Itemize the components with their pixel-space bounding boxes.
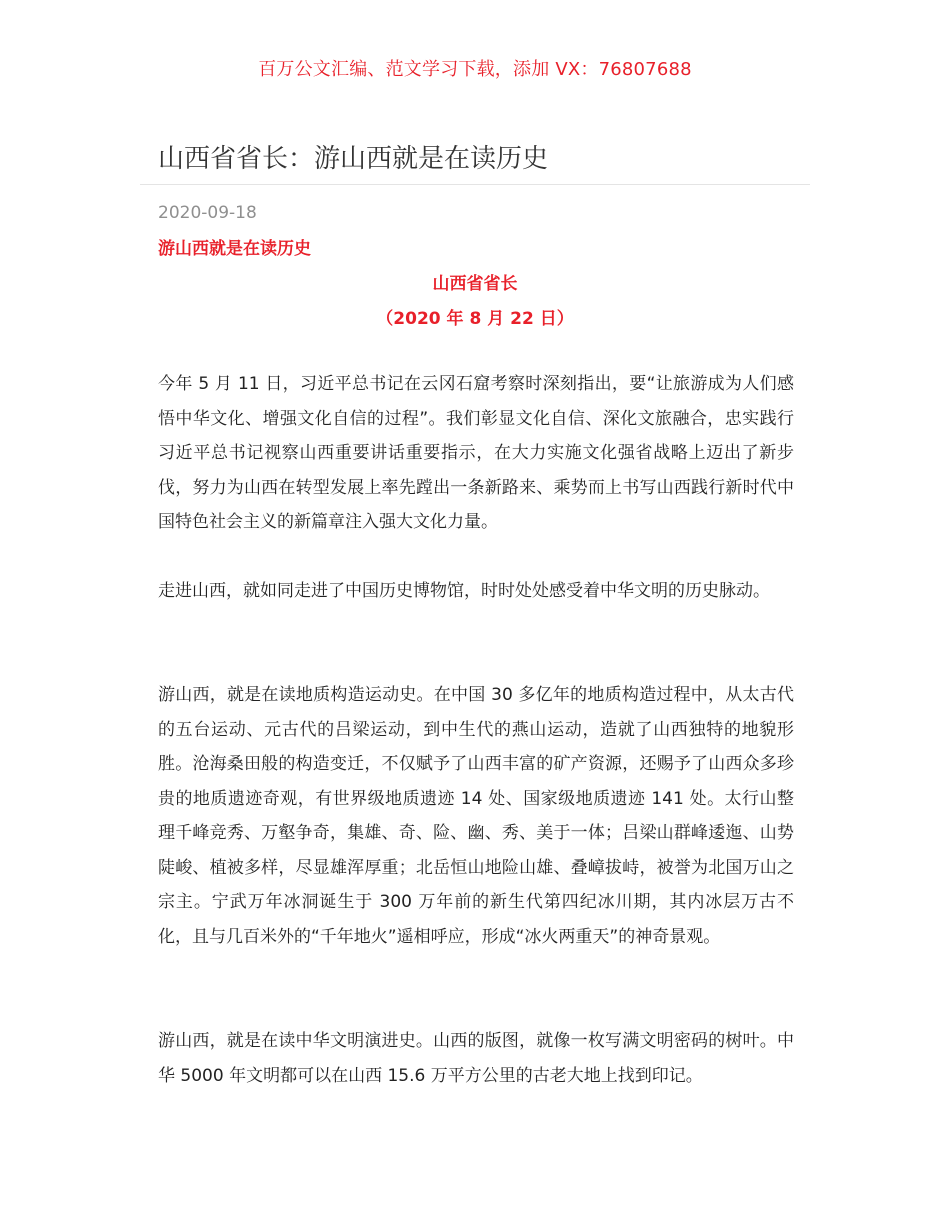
speech-date: （2020 年 8 月 22 日）: [376, 309, 574, 329]
paragraph: 游山西，就是在读中华文明演进史。山西的版图，就像一枚写满文明密码的树叶。中华 5000 年文明都可以在山西 15.6 万平方公里的古老大地上找到印记。: [158, 1031, 794, 1086]
article-author: 山西省省长: [432, 274, 518, 294]
article-title: 山西省省长：游山西就是在读历史: [158, 144, 549, 174]
paragraph: 游山西，就是在读地质构造运动史。在中国 30 多亿年的地质构造过程中，从太古代的五台运动、元古代的吕梁运动，到中生代的燕山运动，造就了山西独特的地貌形胜。沧海桑田般的构造变迁，不仅赋予了山西丰富的矿产资源，还赐予了山西众多珍贵的地质遗迹奇观，有世界级地质遗迹 14 处、国家级地质遗迹 141 处。太行山整理千峰竞秀、万壑争奇，集雄、奇、险、幽、秀、美于一体；吕梁山群峰逶迤、山势陡峻、植被多样，尽显雄浑厚重；北岳恒山地险山雄、叠嶂拔峙，被誉为北国万山之宗主。宁武万年冰洞诞生于 300 万年前的新生代第四纪冰川期，其内冰层万古不化，且与几百米外的“千年地火”遥相呼应，形成“冰火两重天”的神奇景观。: [158, 685, 794, 947]
paragraph: 今年 5 月 11 日，习近平总书记在云冈石窟考察时深刻指出，要“让旅游成为人们感悟中华文化、增强文化自信的过程”。我们彰显文化自信、深化文旅融合，忠实践行习近平总书记视察山西重要讲话重要指示，在大力实施文化强省战略上迈出了新步伐，努力为山西在转型发展上率先蹚出一条新路来、乘势而上书写山西践行新时代中国特色社会主义的新篇章注入强大文化力量。: [158, 374, 794, 532]
article-subtitle: 游山西就是在读历史: [158, 239, 311, 259]
publish-date: 2020-09-18: [158, 203, 257, 223]
title-divider: [140, 184, 810, 185]
paragraph: 走进山西，就如同走进了中国历史博物馆，时时处处感受着中华文明的历史脉动。: [158, 581, 770, 601]
promo-banner: 百万公文汇编、范文学习下载，添加 VX：76807688: [258, 59, 692, 80]
